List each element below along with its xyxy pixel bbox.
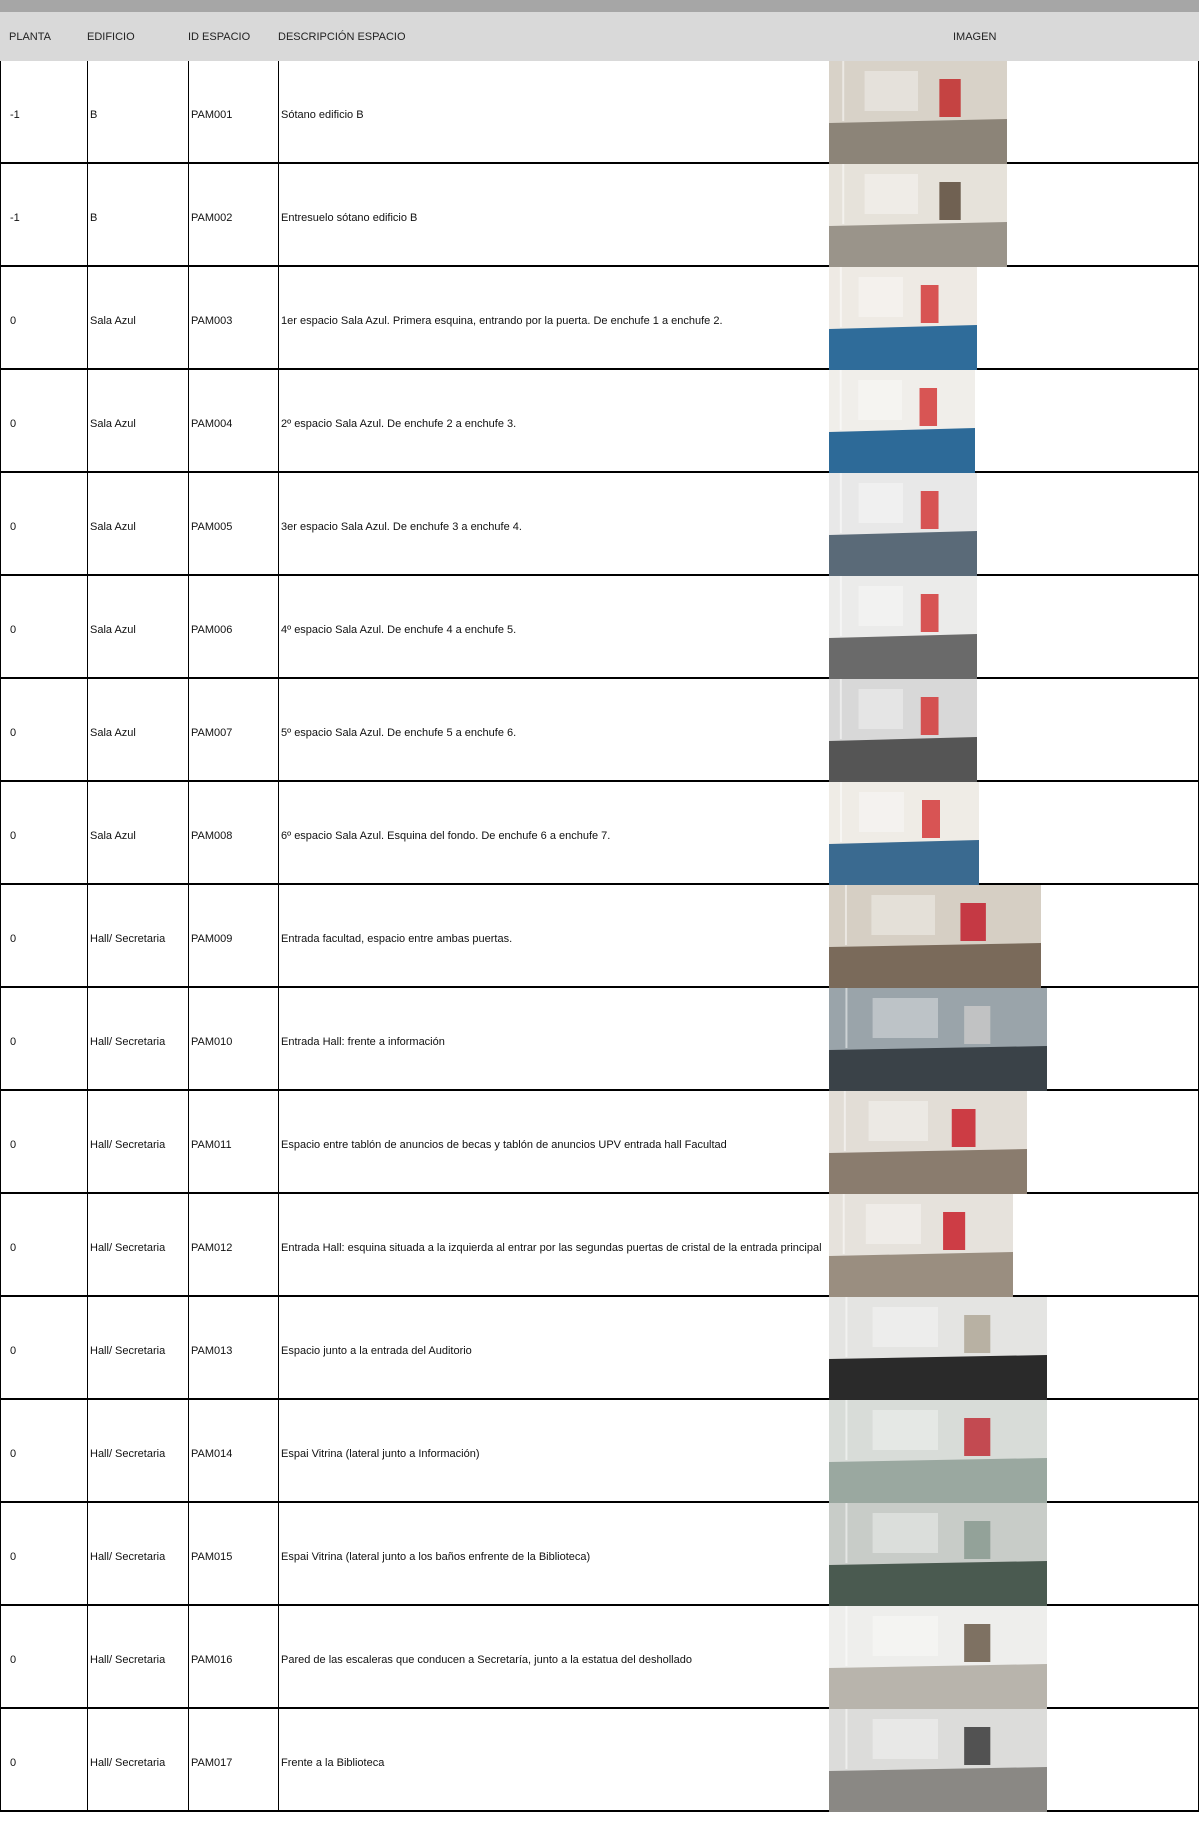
cell-descripcion (278, 1606, 830, 1707)
cell-descripcion (278, 1091, 830, 1192)
cell-edificio (87, 1503, 189, 1604)
cell-descripcion-text: Espacio junto a la entrada del Auditorio (281, 1345, 472, 1357)
cell-id-espacio-text: PAM007 (191, 727, 233, 739)
cell-id-espacio-text: PAM013 (191, 1345, 233, 1357)
cell-edificio-text: Hall/ Secretaria (90, 1345, 166, 1357)
cell-edificio-text: Sala Azul (90, 727, 136, 739)
cell-id-espacio (188, 885, 279, 986)
cell-planta-text: 0 (10, 1036, 17, 1048)
cell-edificio (87, 1194, 189, 1295)
header-edificio: EDIFICIO (87, 31, 135, 43)
cell-planta (1, 1503, 87, 1604)
cell-imagen (829, 679, 1199, 780)
cell-descripcion (278, 370, 830, 471)
cell-descripcion (278, 164, 830, 265)
cell-imagen (829, 473, 1199, 574)
cell-descripcion-text: Entresuelo sótano edificio B (281, 212, 418, 224)
cell-planta-text: 0 (10, 1654, 17, 1666)
cell-edificio (87, 1400, 189, 1501)
cell-id-espacio (188, 988, 279, 1089)
cell-planta-text: 0 (10, 624, 17, 636)
table-row (0, 473, 1199, 576)
cell-edificio (87, 164, 189, 265)
cell-descripcion-text: Frente a la Biblioteca (281, 1757, 385, 1769)
cell-id-espacio-text: PAM016 (191, 1654, 233, 1666)
header-planta: PLANTA (9, 31, 51, 43)
cell-id-espacio-text: PAM015 (191, 1551, 233, 1563)
cell-edificio (87, 576, 189, 677)
basement-room-photo (829, 61, 1007, 164)
blue-room-wall-photo (829, 473, 977, 576)
cell-planta-text: -1 (10, 212, 20, 224)
cell-descripcion-text: Entrada facultad, espacio entre ambas puertas. (281, 933, 513, 945)
blue-room-wall-photo (829, 576, 977, 679)
cell-edificio (87, 885, 189, 986)
cell-id-espacio-text: PAM008 (191, 830, 233, 842)
cell-id-espacio (188, 1503, 279, 1604)
cell-descripcion-text: 2º espacio Sala Azul. De enchufe 2 a enchufe 3. (281, 418, 517, 430)
cell-id-espacio (188, 1606, 279, 1707)
cell-descripcion (278, 61, 830, 162)
cell-id-espacio (188, 1400, 279, 1501)
header-descripcion: DESCRIPCIÓN ESPACIO (278, 31, 406, 43)
display-case-photo (829, 1400, 1047, 1503)
cell-planta-text: 0 (10, 1139, 17, 1151)
cell-id-espacio-text: PAM009 (191, 933, 233, 945)
auditorium-entrance-photo (829, 1297, 1047, 1400)
cell-id-espacio (188, 267, 279, 368)
cell-descripcion-text: 1er espacio Sala Azul. Primera esquina, entrando por la puerta. De enchufe 1 a enchufe 2. (281, 315, 723, 327)
cell-descripcion-text: Pared de las escaleras que conducen a Secretaría, junto a la estatua del deshollado (281, 1654, 692, 1666)
cell-edificio (87, 782, 189, 883)
cell-imagen (829, 988, 1199, 1089)
cell-edificio-text: B (90, 212, 98, 224)
table-row (0, 1194, 1199, 1297)
cell-descripcion-text: 3er espacio Sala Azul. De enchufe 3 a enchufe 4. (281, 521, 522, 533)
cell-imagen (829, 267, 1199, 368)
cell-imagen (829, 782, 1199, 883)
cell-id-espacio (188, 61, 279, 162)
cell-planta-text: 0 (10, 1551, 17, 1563)
table-row (0, 61, 1199, 164)
table-row (0, 1400, 1199, 1503)
cell-id-espacio (188, 576, 279, 677)
cell-imagen (829, 1709, 1199, 1810)
cell-planta (1, 679, 87, 780)
cell-edificio (87, 988, 189, 1089)
cell-planta (1, 370, 87, 471)
hall-windows-photo (829, 988, 1047, 1091)
cell-id-espacio-text: PAM011 (191, 1139, 232, 1151)
cell-id-espacio-text: PAM014 (191, 1448, 233, 1460)
cell-descripcion-text: 4º espacio Sala Azul. De enchufe 4 a enchufe 5. (281, 624, 517, 636)
table-row (0, 679, 1199, 782)
blue-room-corner-photo (829, 782, 979, 885)
cell-descripcion-text: Sótano edificio B (281, 109, 364, 121)
cell-edificio-text: Sala Azul (90, 315, 136, 327)
cell-edificio (87, 679, 189, 780)
cell-planta (1, 164, 87, 265)
cell-edificio-text: Sala Azul (90, 624, 136, 636)
cell-planta (1, 1297, 87, 1398)
cell-id-espacio-text: PAM010 (191, 1036, 233, 1048)
spaces-table (0, 12, 1199, 1812)
cell-planta-text: 0 (10, 1757, 17, 1769)
table-header-row (0, 12, 1199, 61)
cell-descripcion (278, 885, 830, 986)
cell-id-espacio-text: PAM001 (191, 109, 233, 121)
cell-descripcion-text: Entrada Hall: esquina situada a la izquierda al entrar por las segundas puertas de cristal de la entrada principal (281, 1242, 822, 1254)
cell-planta-text: -1 (10, 109, 20, 121)
cell-descripcion (278, 782, 830, 883)
cell-descripcion-text: 6º espacio Sala Azul. Esquina del fondo. De enchufe 6 a enchufe 7. (281, 830, 611, 842)
cell-edificio (87, 370, 189, 471)
library-front-photo (829, 1709, 1047, 1812)
cell-descripcion-text: 5º espacio Sala Azul. De enchufe 5 a enchufe 6. (281, 727, 517, 739)
cell-planta-text: 0 (10, 521, 17, 533)
cell-id-espacio (188, 1297, 279, 1398)
cell-planta-text: 0 (10, 418, 17, 430)
cell-planta-text: 0 (10, 1448, 17, 1460)
hall-corner-photo (829, 1194, 1013, 1297)
cell-descripcion (278, 473, 830, 574)
cell-imagen (829, 1091, 1199, 1192)
cell-edificio (87, 267, 189, 368)
cell-id-espacio (188, 164, 279, 265)
cell-planta-text: 0 (10, 1242, 17, 1254)
cell-imagen (829, 370, 1199, 471)
cell-edificio-text: Sala Azul (90, 521, 136, 533)
cell-planta (1, 885, 87, 986)
cell-imagen (829, 1503, 1199, 1604)
cell-edificio-text: Hall/ Secretaria (90, 1139, 166, 1151)
cell-imagen (829, 1606, 1199, 1707)
cell-id-espacio-text: PAM006 (191, 624, 233, 636)
cell-edificio-text: B (90, 109, 98, 121)
cell-id-espacio-text: PAM005 (191, 521, 233, 533)
cell-planta (1, 1709, 87, 1810)
table-row (0, 576, 1199, 679)
cell-descripcion (278, 988, 830, 1089)
table-row (0, 267, 1199, 370)
cell-imagen (829, 885, 1199, 986)
table-row (0, 1297, 1199, 1400)
mezzanine-photo (829, 164, 1007, 267)
cell-edificio-text: Sala Azul (90, 418, 136, 430)
table-row (0, 1606, 1199, 1709)
table-row (0, 1709, 1199, 1812)
header-id-espacio: ID ESPACIO (188, 31, 251, 43)
cell-descripcion-text: Espai Vitrina (lateral junto a Información) (281, 1448, 480, 1460)
cell-descripcion (278, 1194, 830, 1295)
cell-id-espacio (188, 370, 279, 471)
cell-imagen (829, 164, 1199, 265)
cell-imagen (829, 576, 1199, 677)
cell-edificio-text: Hall/ Secretaria (90, 1551, 166, 1563)
cell-id-espacio (188, 473, 279, 574)
cell-planta (1, 1400, 87, 1501)
cell-descripcion (278, 1297, 830, 1398)
cell-planta (1, 267, 87, 368)
hall-noticeboard-photo (829, 1091, 1027, 1194)
table-row (0, 164, 1199, 267)
cell-planta-text: 0 (10, 830, 17, 842)
sheet-top-bar (0, 0, 1199, 12)
cell-edificio (87, 1709, 189, 1810)
cell-descripcion (278, 1709, 830, 1810)
cell-imagen (829, 1400, 1199, 1501)
cell-descripcion-text: Espacio entre tablón de anuncios de becas y tablón de anuncios UPV entrada hall Facultad (281, 1139, 727, 1151)
cell-planta (1, 576, 87, 677)
cell-imagen (829, 61, 1199, 162)
cell-id-espacio-text: PAM017 (191, 1757, 233, 1769)
cell-edificio-text: Sala Azul (90, 830, 136, 842)
cell-edificio-text: Hall/ Secretaria (90, 1242, 166, 1254)
cell-edificio-text: Hall/ Secretaria (90, 933, 166, 945)
cell-edificio-text: Hall/ Secretaria (90, 1757, 166, 1769)
cell-id-espacio (188, 782, 279, 883)
cell-edificio (87, 1606, 189, 1707)
table-row (0, 1503, 1199, 1606)
table-body (0, 61, 1199, 1812)
cell-id-espacio (188, 1194, 279, 1295)
blue-room-corner-photo (829, 267, 977, 370)
table-row (0, 1091, 1199, 1194)
cell-planta-text: 0 (10, 727, 17, 739)
display-case-dark-photo (829, 1503, 1047, 1606)
cell-descripcion (278, 267, 830, 368)
cell-planta-text: 0 (10, 933, 17, 945)
cell-imagen (829, 1194, 1199, 1295)
stairs-wall-photo (829, 1606, 1047, 1709)
blue-room-wall-photo (829, 679, 977, 782)
cell-planta-text: 0 (10, 315, 17, 327)
table-row (0, 370, 1199, 473)
cell-planta (1, 61, 87, 162)
cell-id-espacio (188, 679, 279, 780)
cell-planta (1, 1091, 87, 1192)
cell-id-espacio-text: PAM002 (191, 212, 233, 224)
cell-edificio-text: Hall/ Secretaria (90, 1036, 166, 1048)
cell-planta (1, 1606, 87, 1707)
cell-id-espacio (188, 1709, 279, 1810)
blue-room-wall-photo (829, 370, 975, 473)
header-imagen: IMAGEN (953, 31, 997, 43)
cell-edificio-text: Hall/ Secretaria (90, 1654, 166, 1666)
cell-descripcion-text: Espai Vitrina (lateral junto a los baños enfrente de la Biblioteca) (281, 1551, 591, 1563)
cell-id-espacio-text: PAM003 (191, 315, 233, 327)
cell-edificio (87, 1297, 189, 1398)
cell-planta-text: 0 (10, 1345, 17, 1357)
table-row (0, 885, 1199, 988)
cell-descripcion (278, 679, 830, 780)
table-row (0, 782, 1199, 885)
cell-descripcion (278, 1400, 830, 1501)
cell-planta (1, 1194, 87, 1295)
cell-planta (1, 782, 87, 883)
cell-edificio (87, 473, 189, 574)
cell-descripcion (278, 1503, 830, 1604)
cell-descripcion-text: Entrada Hall: frente a información (281, 1036, 445, 1048)
faculty-entrance-photo (829, 885, 1041, 988)
cell-descripcion (278, 576, 830, 677)
cell-edificio-text: Hall/ Secretaria (90, 1448, 166, 1460)
cell-edificio (87, 1091, 189, 1192)
cell-edificio (87, 61, 189, 162)
cell-imagen (829, 1297, 1199, 1398)
table-row (0, 988, 1199, 1091)
cell-id-espacio-text: PAM012 (191, 1242, 233, 1254)
cell-id-espacio-text: PAM004 (191, 418, 233, 430)
cell-planta (1, 988, 87, 1089)
cell-id-espacio (188, 1091, 279, 1192)
cell-planta (1, 473, 87, 574)
